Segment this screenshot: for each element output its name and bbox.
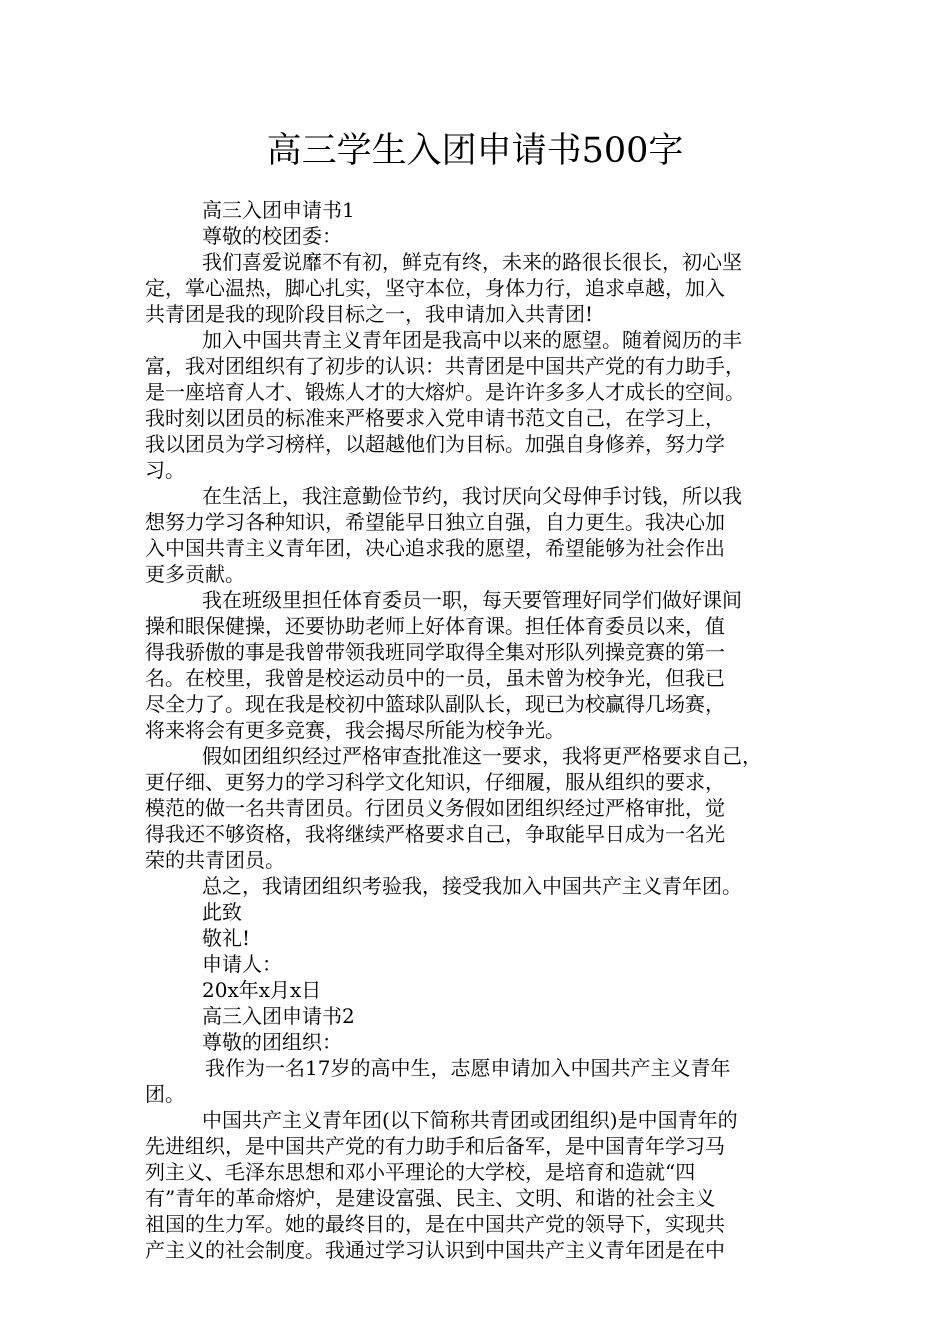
text-line: 产主义的社会制度。我通过学习认识到中国共产主义青年团是在中: [145, 1238, 725, 1262]
text-line: 有”青年的革命熔炉，是建设富强、民主、文明、和谐的社会主义: [145, 1186, 716, 1210]
text-line: 荣的共青团员。: [145, 848, 285, 872]
text-line: 定，掌心温热，脚心扎实，坚守本位，身体力行，追求卓越，加入: [145, 276, 725, 300]
text-line: 模范的做一名共青团员。行团员义务假如团组织经过严格审批，觉: [145, 796, 725, 820]
text-line: 我时刻以团员的标准来严格要求入党申请书范文自己，在学习上，: [145, 406, 725, 430]
text-line: 先进组织，是中国共产党的有力助手和后备军，是中国青年学习马: [145, 1134, 725, 1158]
text-line: 入中国共青主义青年团，决心追求我的愿望，希望能够为社会作出: [145, 536, 725, 560]
text-line: 中国共产主义青年团(以下简称共青团或团组织)是中国青年的: [202, 1108, 738, 1132]
text-line: 习。: [145, 458, 185, 482]
document-title: 高三学生入团申请书500字: [266, 131, 684, 171]
text-line: 尊敬的校团委：: [202, 224, 342, 248]
text-line: 操和眼保健操，还要协助老师上好体育课。担任体育委员以来，值: [145, 614, 725, 638]
text-line: 共青团是我的现阶段目标之一，我申请加入共青团!: [145, 302, 594, 326]
text-line: 我以团员为学习榜样，以超越他们为目标。加强自身修养，努力学: [145, 432, 725, 456]
text-line: 高三入团申请书1: [202, 198, 355, 222]
text-line: 假如团组织经过严格审查批准这一要求，我将更严格要求自己，: [202, 744, 762, 768]
text-line: 我们喜爱说靡不有初，鲜克有终，未来的路很长很长，初心坚: [202, 250, 742, 274]
text-line: 更仔细、更努力的学习科学文化知识，仔细履，服从组织的要求，: [145, 770, 725, 794]
text-line: 祖国的生力军。她的最终目的，是在中国共产党的领导下，实现共: [145, 1212, 725, 1236]
text-line: 将来将会有更多竞赛，我会揭尽所能为校争光。: [145, 718, 565, 742]
text-line: 得我还不够资格，我将继续严格要求自己，争取能早日成为一名光: [145, 822, 725, 846]
text-line: 我在班级里担任体育委员一职，每天要管理好同学们做好课间: [202, 588, 742, 612]
text-line: 团。: [145, 1082, 185, 1106]
text-line: 尽全力了。现在我是校初中篮球队副队长，现已为校赢得几场赛，: [145, 692, 725, 716]
text-line: 得我骄傲的事是我曾带领我班同学取得全集对形队列操竞赛的第一: [145, 640, 725, 664]
text-line: 尊敬的团组织：: [202, 1030, 342, 1054]
text-line: 申请人：: [202, 952, 282, 976]
text-line: 高三入团申请书2: [202, 1004, 355, 1028]
text-line: 想努力学习各种知识，希望能早日独立自强，自力更生。我决心加: [145, 510, 725, 534]
text-line: 列主义、毛泽东思想和邓小平理论的大学校，是培育和造就“四: [145, 1160, 696, 1184]
text-line: 此致: [202, 900, 242, 924]
text-line: 总之，我请团组织考验我，接受我加入中国共产主义青年团。: [202, 874, 742, 898]
text-line: 富，我对团组织有了初步的认识：共青团是中国共产党的有力助手，: [145, 354, 745, 378]
text-line: 我作为一名17岁的高中生，志愿申请加入中国共产主义青年: [205, 1056, 731, 1080]
text-line: 更多贡献。: [145, 562, 245, 586]
text-line: 名。在校里，我曾是校运动员中的一员，虽未曾为校争光，但我已: [145, 666, 725, 690]
document-body: [145, 197, 813, 1263]
text-line: 是一座培育人才、锻炼人才的大熔炉。是许许多多人才成长的空间。: [145, 380, 745, 404]
text-line: 敬礼!: [202, 926, 251, 950]
text-line: 20x年x月x日: [202, 978, 322, 1002]
text-line: 加入中国共青主义青年团是我高中以来的愿望。随着阅历的丰: [202, 328, 742, 352]
text-line: 在生活上，我注意勤俭节约，我讨厌向父母伸手讨钱，所以我: [202, 484, 742, 508]
